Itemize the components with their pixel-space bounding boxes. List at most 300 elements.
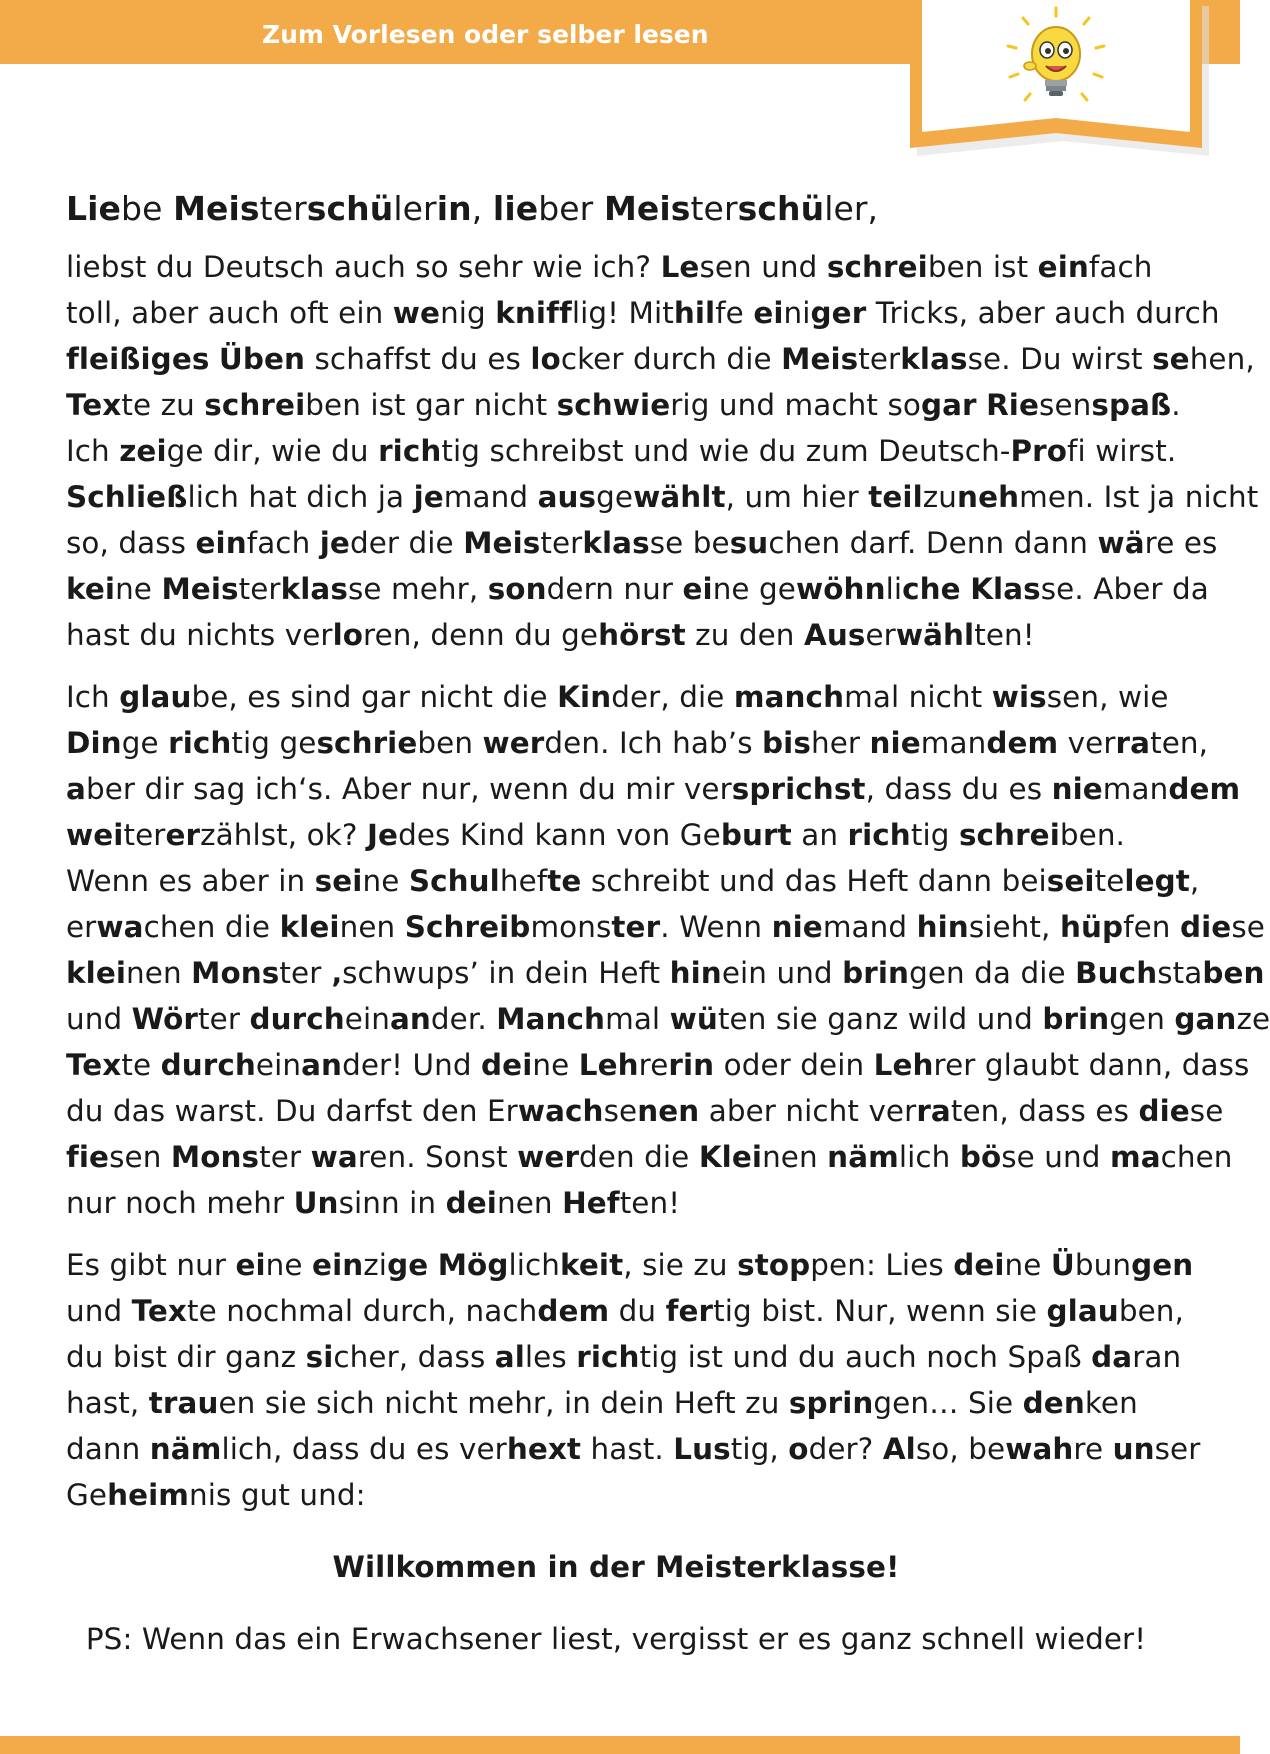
- postscript: PS: Wenn das ein Erwachsener liest, vergisst er es ganz schnell wieder!: [85, 1622, 1147, 1656]
- bold-syllable: stop: [737, 1248, 811, 1282]
- bold-syllable: Pro: [1010, 434, 1068, 468]
- bold-syllable: schrei: [958, 818, 1060, 852]
- text-run: bun: [1074, 1248, 1132, 1282]
- bookmark-banner: [910, 0, 1206, 162]
- text-run: du das warst. Du darfst den Er: [66, 1094, 518, 1128]
- bold-syllable: lie: [492, 189, 539, 228]
- text-run: mons: [530, 910, 612, 944]
- text-run: lich: [508, 1248, 560, 1282]
- text-run: tig bist. Nur, wenn sie: [713, 1294, 1047, 1328]
- text-run: ten!: [974, 618, 1035, 652]
- text-run: ten,: [1150, 726, 1209, 760]
- bold-syllable: we: [392, 296, 441, 330]
- bold-syllable: Mög: [437, 1248, 509, 1282]
- text-line: [66, 812, 1166, 858]
- bold-syllable: se: [1152, 342, 1190, 376]
- bold-syllable: Leh: [578, 1048, 639, 1082]
- text-run: rig und macht so: [670, 388, 921, 422]
- text-run: nig: [440, 296, 496, 330]
- text-run: der.: [430, 1002, 497, 1036]
- text-run: ran: [1132, 1340, 1182, 1374]
- text-run: schaffst du es: [305, 342, 531, 376]
- bold-syllable: kniff: [495, 296, 572, 330]
- bold-syllable: su: [729, 526, 769, 560]
- bold-syllable: glau: [1046, 1294, 1119, 1328]
- text-line: [66, 566, 1209, 612]
- bold-syllable: Wör: [131, 1002, 199, 1036]
- bold-syllable: gan: [1174, 1002, 1237, 1036]
- text-line: [66, 858, 1200, 904]
- text-run: ben ist: [927, 250, 1038, 284]
- text-run: ge: [121, 726, 169, 760]
- bold-syllable: zei: [119, 434, 167, 468]
- text-run: ter: [198, 1002, 250, 1036]
- text-line: [66, 336, 1255, 382]
- text-line: [66, 1472, 1166, 1518]
- text-line: [66, 1042, 1250, 1088]
- bold-syllable: hörst: [598, 618, 686, 652]
- text-run: toll, aber auch oft ein: [66, 296, 393, 330]
- text-run: se be: [649, 526, 730, 560]
- bold-syllable: dei: [953, 1248, 1005, 1282]
- bold-syllable: ger: [810, 296, 867, 330]
- bold-syllable: hin: [916, 910, 969, 944]
- bold-syllable: rich: [168, 726, 232, 760]
- bold-syllable: Meis: [603, 189, 691, 228]
- text-run: den. Ich hab’s: [544, 726, 763, 760]
- text-run: du bist dir ganz: [66, 1340, 306, 1374]
- bold-syllable: schrei: [204, 388, 306, 422]
- text-run: Tricks, aber auch durch: [866, 296, 1220, 330]
- bold-syllable: nie: [869, 726, 921, 760]
- bold-syllable: fer: [665, 1294, 714, 1328]
- bold-syllable: heim: [107, 1478, 190, 1512]
- text-run: te zu: [121, 388, 205, 422]
- bold-syllable: klei: [279, 910, 340, 944]
- bold-syllable: schü: [737, 189, 825, 228]
- text-line: [66, 290, 1220, 336]
- text-run: an: [791, 818, 848, 852]
- bold-syllable: dei: [445, 1186, 497, 1220]
- bold-syllable: Tex: [66, 388, 122, 422]
- bold-syllable: Schreib: [404, 910, 531, 944]
- text-line: [66, 904, 1265, 950]
- text-run: ter: [238, 572, 281, 606]
- text-line: [66, 1134, 1233, 1180]
- bold-syllable: fie: [66, 1140, 110, 1174]
- bold-syllable: gar: [920, 388, 977, 422]
- bold-syllable: te: [547, 864, 582, 898]
- bold-syllable: wei: [66, 818, 124, 852]
- text-run: ler,: [824, 189, 879, 228]
- text-run: ne: [532, 1048, 579, 1082]
- bold-syllable: brin: [842, 956, 910, 990]
- bold-syllable: Rie: [986, 388, 1040, 422]
- text-run: se. Aber da: [1040, 572, 1209, 606]
- bold-syllable: Lus: [673, 1432, 731, 1466]
- bold-syllable: sprin: [788, 1386, 874, 1420]
- paragraph: [66, 674, 1270, 1226]
- text-run: dern nur: [546, 572, 683, 606]
- text-run: ein: [255, 1048, 302, 1082]
- text-run: ter: [123, 818, 166, 852]
- bold-syllable: sei: [314, 864, 363, 898]
- text-run: fach: [1088, 250, 1153, 284]
- text-run: dann: [66, 1432, 150, 1466]
- bold-syllable: klei: [66, 956, 127, 990]
- bold-syllable: che: [902, 572, 961, 606]
- text-run: ter: [540, 526, 583, 560]
- text-run: liebst du Deutsch auch so sehr wie ich?: [66, 250, 661, 284]
- text-line: [66, 1242, 1194, 1288]
- text-run: zi: [363, 1248, 388, 1282]
- bold-syllable: wer: [482, 726, 545, 760]
- text-line: [66, 766, 1241, 812]
- text-run: des Kind kann von Ge: [398, 818, 721, 852]
- text-line: [66, 1426, 1201, 1472]
- text-run: ler: [393, 189, 437, 228]
- bold-syllable: je: [413, 480, 444, 514]
- text-run: ne ge: [712, 572, 796, 606]
- text-run: hef: [499, 864, 548, 898]
- bold-syllable: a: [66, 772, 86, 806]
- text-run: fen: [1123, 910, 1180, 944]
- text-run: te: [121, 1048, 161, 1082]
- bold-syllable: schü: [306, 189, 394, 228]
- bold-syllable: burt: [720, 818, 792, 852]
- bold-syllable: Meis: [781, 342, 859, 376]
- bold-syllable: je: [319, 526, 350, 560]
- bold-syllable: Buch: [1075, 956, 1158, 990]
- text-run: sieht,: [968, 910, 1060, 944]
- text-run: tig,: [730, 1432, 789, 1466]
- text-run: ein und: [721, 956, 843, 990]
- text-run: Ich: [66, 434, 120, 468]
- bold-syllable: an: [301, 1048, 343, 1082]
- text-run: sen: [1039, 388, 1092, 422]
- text-run: und: [66, 1294, 132, 1328]
- text-run: re: [638, 1048, 669, 1082]
- bold-syllable: un: [1112, 1432, 1155, 1466]
- text-run: ben: [417, 726, 483, 760]
- text-run: [428, 1248, 437, 1282]
- footer-bar: [0, 1736, 1240, 1754]
- text-run: der?: [808, 1432, 883, 1466]
- bold-syllable: Schließ: [66, 480, 188, 514]
- bold-syllable: schrie: [316, 726, 418, 760]
- bold-syllable: ra: [916, 1094, 951, 1128]
- text-run: den die: [579, 1140, 699, 1174]
- bold-syllable: legt: [1124, 864, 1190, 898]
- bold-syllable: rich: [576, 1340, 640, 1374]
- bold-syllable: lo: [332, 618, 364, 652]
- bold-syllable: ein: [312, 1248, 364, 1282]
- bold-syllable: Klas: [970, 572, 1041, 606]
- text-run: .: [1171, 388, 1181, 422]
- bold-syllable: kei: [66, 572, 116, 606]
- text-run: ni: [783, 296, 811, 330]
- bold-syllable: Din: [66, 726, 122, 760]
- text-run: ben ist gar nicht: [305, 388, 557, 422]
- text-run: nen: [496, 1186, 563, 1220]
- bold-syllable: Meis: [463, 526, 541, 560]
- bold-syllable: gen: [1131, 1248, 1194, 1282]
- text-run: oder dein: [714, 1048, 874, 1082]
- text-run: so, dass: [66, 526, 196, 560]
- text-run: Ich: [66, 680, 120, 714]
- text-run: lich: [898, 1140, 960, 1174]
- text-run: her: [810, 726, 870, 760]
- bold-syllable: die: [1179, 910, 1232, 944]
- text-run: en sie sich nicht mehr, in dein Heft zu: [218, 1386, 789, 1420]
- text-run: fi wirst.: [1067, 434, 1177, 468]
- text-run: ten, dass es: [950, 1094, 1139, 1128]
- text-run: tig ge: [231, 726, 317, 760]
- bold-syllable: Lie: [66, 189, 122, 228]
- bold-syllable: Manch: [496, 1002, 606, 1036]
- text-run: [961, 572, 970, 606]
- bold-syllable: Al: [882, 1432, 916, 1466]
- bold-syllable: durch: [249, 1002, 345, 1036]
- bold-syllable: ei: [682, 572, 713, 606]
- text-line: [66, 1180, 1166, 1226]
- text-run: pen: Lies: [810, 1248, 954, 1282]
- text-run: ne: [265, 1248, 313, 1282]
- bold-syllable: ein: [1037, 250, 1089, 284]
- bold-syllable: da: [1091, 1340, 1133, 1374]
- text-line: [66, 720, 1209, 766]
- text-run: er: [865, 618, 896, 652]
- text-line: [66, 1288, 1184, 1334]
- text-run: ze: [1236, 1002, 1270, 1036]
- bold-syllable: lo: [530, 342, 561, 376]
- text-run: man: [1102, 772, 1169, 806]
- bold-syllable: sprichst: [731, 772, 866, 806]
- text-run: schwups’ in dein Heft: [342, 956, 670, 990]
- text-run: se. Du wirst: [967, 342, 1153, 376]
- text-run: men. Ist ja nicht: [1019, 480, 1259, 514]
- bold-syllable: ma: [1109, 1140, 1161, 1174]
- text-line: [66, 520, 1218, 566]
- bold-syllable: ra: [1115, 726, 1151, 760]
- text-run: be: [121, 189, 174, 228]
- bold-syllable: Tex: [66, 1048, 122, 1082]
- text-run: ne: [1004, 1248, 1051, 1282]
- text-run: man: [920, 726, 987, 760]
- text-line: [66, 474, 1259, 520]
- bold-syllable: rin: [668, 1048, 715, 1082]
- bold-syllable: wa: [310, 1140, 358, 1174]
- text-run: sta: [1157, 956, 1203, 990]
- bold-syllable: durch: [160, 1048, 256, 1082]
- text-run: hast,: [66, 1386, 149, 1420]
- text-run: zu: [922, 480, 958, 514]
- text-run: sen und: [699, 250, 827, 284]
- text-run: ben,: [1118, 1294, 1184, 1328]
- text-run: se: [1189, 1094, 1224, 1128]
- text-run: ,: [471, 189, 493, 228]
- text-run: , um hier: [725, 480, 869, 514]
- text-run: ben.: [1059, 818, 1125, 852]
- text-run: Ge: [66, 1478, 108, 1512]
- bold-syllable: manch: [733, 680, 845, 714]
- bold-syllable: ‚: [330, 956, 343, 990]
- text-run: er: [66, 910, 97, 944]
- bold-syllable: wähl: [895, 618, 975, 652]
- bold-syllable: dem: [1168, 772, 1241, 806]
- text-run: ter: [858, 342, 901, 376]
- bold-syllable: rich: [378, 434, 442, 468]
- text-run: mal nicht: [844, 680, 992, 714]
- text-run: lig! Mit: [571, 296, 674, 330]
- bold-syllable: sei: [1046, 864, 1095, 898]
- text-run: se mehr,: [347, 572, 488, 606]
- bold-syllable: wis: [991, 680, 1047, 714]
- text-run: mand: [822, 910, 917, 944]
- bold-syllable: er: [165, 818, 201, 852]
- text-run: ter: [259, 189, 307, 228]
- text-run: zu den: [685, 618, 804, 652]
- text-line: [66, 674, 1169, 720]
- text-line: [66, 1380, 1166, 1426]
- text-run: chen darf. Denn dann: [768, 526, 1098, 560]
- text-run: ber dir sag ich‘s. Aber nur, wenn du mir ver: [85, 772, 732, 806]
- bold-syllable: klas: [280, 572, 348, 606]
- bold-syllable: si: [305, 1340, 334, 1374]
- bold-syllable: wählt: [633, 480, 726, 514]
- bold-syllable: dem: [986, 726, 1059, 760]
- text-run: der die: [349, 526, 464, 560]
- text-line: [66, 950, 1265, 996]
- text-run: [209, 342, 218, 376]
- bold-syllable: wöhn: [796, 572, 886, 606]
- bold-syllable: wer: [517, 1140, 580, 1174]
- text-run: der! Und: [342, 1048, 482, 1082]
- bold-syllable: spaß: [1091, 388, 1172, 422]
- text-run: aber nicht ver: [699, 1094, 917, 1128]
- bold-syllable: neh: [957, 480, 1020, 514]
- text-run: ter: [259, 1140, 311, 1174]
- header-title: Zum Vorlesen oder selber lesen: [262, 20, 709, 49]
- text-run: hast du nichts ver: [66, 618, 333, 652]
- text-run: be, es sind gar nicht die: [191, 680, 558, 714]
- bold-syllable: die: [1138, 1094, 1190, 1128]
- bold-syllable: bis: [762, 726, 811, 760]
- bold-syllable: dem: [537, 1294, 610, 1328]
- text-run: ne: [362, 864, 409, 898]
- text-line: [66, 1088, 1224, 1134]
- bold-syllable: klas: [900, 342, 968, 376]
- bold-syllable: ben: [1202, 956, 1265, 990]
- text-run: cher, dass: [333, 1340, 495, 1374]
- bold-syllable: Je: [367, 818, 399, 852]
- bold-syllable: wü: [669, 1002, 718, 1036]
- bold-syllable: hext: [506, 1432, 582, 1466]
- text-run: gen da die: [909, 956, 1076, 990]
- letter-body: [66, 186, 1270, 1662]
- bold-syllable: Tex: [131, 1294, 187, 1328]
- text-run: les: [524, 1340, 577, 1374]
- text-run: rer glaubt dann, dass: [933, 1048, 1250, 1082]
- text-run: lich hat dich ja: [187, 480, 414, 514]
- text-run: sinn in: [338, 1186, 446, 1220]
- bold-syllable: fleißiges: [66, 342, 210, 376]
- text-run: ne: [115, 572, 162, 606]
- text-run: du: [609, 1294, 666, 1328]
- text-run: der, die: [611, 680, 734, 714]
- text-run: hast.: [581, 1432, 674, 1466]
- text-run: se: [603, 1094, 638, 1128]
- bold-syllable: son: [487, 572, 547, 606]
- bold-syllable: Leh: [873, 1048, 934, 1082]
- bold-syllable: Mons: [191, 956, 280, 990]
- paragraphs: [66, 244, 1270, 1518]
- bold-syllable: Le: [660, 250, 700, 284]
- bold-syllable: rich: [847, 818, 911, 852]
- bold-syllable: dei: [481, 1048, 533, 1082]
- text-line: [66, 244, 1166, 290]
- text-run: fe: [715, 296, 754, 330]
- bold-syllable: wach: [517, 1094, 604, 1128]
- bold-syllable: bö: [959, 1140, 1002, 1174]
- text-run: ein: [344, 1002, 390, 1036]
- text-run: Es gibt nur: [66, 1248, 236, 1282]
- text-run: ken: [1084, 1386, 1138, 1420]
- bold-syllable: näm: [827, 1140, 899, 1174]
- text-run: cker durch die: [560, 342, 782, 376]
- text-run: ren. Sonst: [357, 1140, 518, 1174]
- bold-syllable: Un: [293, 1186, 339, 1220]
- bold-syllable: aus: [537, 480, 597, 514]
- text-run: te: [1094, 864, 1125, 898]
- bold-syllable: ter: [611, 910, 661, 944]
- bold-syllable: schwie: [556, 388, 671, 422]
- text-run: tig schreibst und wie du zum Deutsch-: [441, 434, 1011, 468]
- bold-syllable: wä: [1097, 526, 1145, 560]
- bold-syllable: nie: [1051, 772, 1103, 806]
- bold-syllable: ei: [235, 1248, 266, 1282]
- text-run: , sie zu: [623, 1248, 738, 1282]
- text-run: . Wenn: [660, 910, 772, 944]
- bold-syllable: nie: [771, 910, 823, 944]
- text-run: hen,: [1189, 342, 1255, 376]
- text-line: [66, 996, 1270, 1042]
- bold-syllable: glau: [119, 680, 192, 714]
- bold-syllable: näm: [149, 1432, 222, 1466]
- text-run: ser: [1154, 1432, 1201, 1466]
- text-run: nen: [126, 956, 192, 990]
- bold-syllable: Kin: [557, 680, 612, 714]
- text-run: nen: [762, 1140, 828, 1174]
- bold-syllable: wa: [96, 910, 144, 944]
- text-run: ,: [1189, 864, 1200, 898]
- text-run: sen: [109, 1140, 171, 1174]
- text-run: mand: [443, 480, 538, 514]
- text-run: te nochmal durch, nach: [187, 1294, 538, 1328]
- bold-syllable: Ü: [1050, 1248, 1075, 1282]
- text-run: tig: [910, 818, 959, 852]
- bold-syllable: wah: [1005, 1432, 1074, 1466]
- text-line: [66, 612, 1166, 658]
- text-run: ver: [1058, 726, 1116, 760]
- bold-syllable: Hef: [562, 1186, 620, 1220]
- text-run: , dass du es: [865, 772, 1052, 806]
- text-run: ge: [596, 480, 634, 514]
- text-run: nen: [339, 910, 405, 944]
- bold-syllable: Klei: [698, 1140, 763, 1174]
- text-run: zählst, ok?: [200, 818, 368, 852]
- text-run: chen die: [143, 910, 280, 944]
